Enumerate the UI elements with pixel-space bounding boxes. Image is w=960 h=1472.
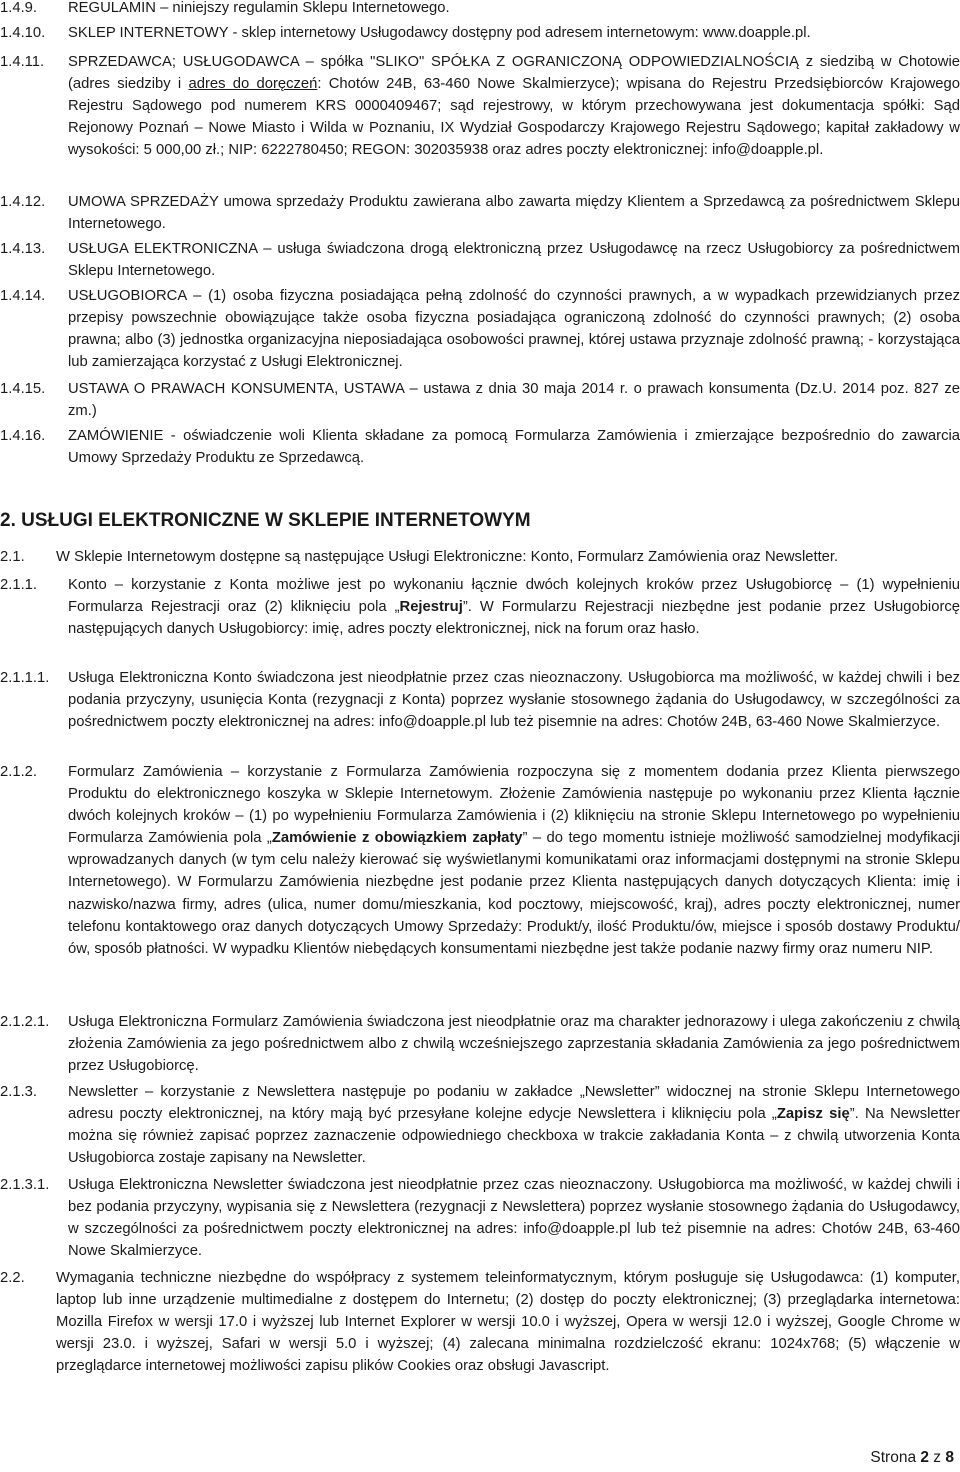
item-number: 2.1.3. bbox=[0, 1084, 38, 1100]
list-item bbox=[0, 1081, 960, 1169]
item-text: Usługa Elektroniczna Konto świadczona jest nieodpłatnie przez czas nieoznaczony. Usługobiorca ma możliwość, w każdej chwili i bez podania przyczyny, usunięcia Konta (rezygnacji z Konta) poprzez wysłanie stosownego żądania do Usługodawcy, w szczególności za pośrednictwem poczty elektronicznej na adres: info@doapple.pl lub też pisemnie na adres: Chotów 24B, 63-460 Nowe Skalmierzyce. bbox=[68, 670, 960, 731]
item-number: 2.1. bbox=[0, 549, 25, 565]
subscribe-button-label: Zapisz się bbox=[776, 1106, 850, 1123]
item-text: Formularz Zamówienia – korzystanie z Formularza Zamówienia rozpoczyna się z momentem dodania przez Klienta pierwszego Produktu do elektronicznego koszyka w Sklepie Internetowym. Złożenie Zamówienia następuje po wykonaniu przez Klienta łącznie dwóch kolejnych kroków – (1) po wypełnieniu Formularza Zamówienia i (2) kliknięciu na stronie Sklepu Internetowego po wypełnieniu Formularza Zamówienia pola „Zamówienie z obowiązkiem zapłaty” – do tego momentu istnieje możliwość samodzielnej modyfikacji wprowadzanych danych (w tym celu należy kierować się wyświetlanymi komunikatami oraz informacjami dostępnymi na stronie Sklepu Internetowego). W Formularzu Zamówienia niezbędne jest podanie przez Klienta następujących danych dotyczących Klienta: imię i nazwisko/nazwa firmy, adres (ulica, numer domu/mieszkania, kod pocztowy, miejscowość, kraj), adres poczty elektronicznej, numer telefonu kontaktowego oraz danych dotyczących Umowy Sprzedaży: Produkt/y, ilość Produktu/ów, miejsce i sposób dostawy Produktu/ów, sposób płatności. W wypadku Klientów niebędących konsumentami niezbędne jest także podanie nazwy firmy oraz numeru NIP. bbox=[68, 764, 960, 957]
item-number: 2.1.3.1. bbox=[0, 1177, 50, 1193]
item-text: USŁUGOBIORCA – (1) osoba fizyczna posiadająca pełną zdolność do czynności prawnych, a w wypadkach przewidzianych przez przepisy powszechnie obowiązujące także osoba fizyczna posiadająca ograniczoną zdolność do czynności prawnych; (2) osoba prawna; albo (3) jednostka organizacyjna nieposiadająca osobowości prawnej, której ustawa przyznaje zdolność prawną; - korzystająca lub zamierzająca korzystać z Usługi Elektronicznej. bbox=[68, 288, 960, 371]
register-button-label: Rejestruj bbox=[399, 599, 463, 616]
item-text: Usługa Elektroniczna Formularz Zamówienia świadczona jest nieodpłatnie oraz ma charakter jednorazowy i ulega zakończeniu z chwilą złożenia Zamówienia za jego pośrednictwem albo z chwilą wcześniejszego zaprzestania składania Zamówienia za jego pośrednictwem przez Usługobiorcę. bbox=[68, 1014, 960, 1075]
order-button-label: Zamówienie z obowiązkiem zapłaty bbox=[271, 830, 523, 847]
address-link[interactable]: adres do doręczeń bbox=[188, 76, 318, 93]
item-text: ZAMÓWIENIE - oświadczenie woli Klienta składane za pomocą Formularza Zamówienia i zmierzające bezpośrednio do zawarcia Umowy Sprzedaży Produktu ze Sprzedawcą. bbox=[68, 428, 960, 467]
list-item bbox=[0, 574, 960, 640]
item-text: USTAWA O PRAWACH KONSUMENTA, USTAWA – ustawa z dnia 30 maja 2014 r. o prawach konsumenta (Dz.U. 2014 poz. 827 ze zm.) bbox=[68, 381, 960, 420]
item-number: 1.4.16. bbox=[0, 428, 46, 444]
list-item bbox=[0, 285, 960, 373]
item-text: W Sklepie Internetowym dostępne są następujące Usługi Elektroniczne: Konto, Formularz Zamówienia oraz Newsletter. bbox=[56, 549, 839, 565]
item-number: 1.4.10. bbox=[0, 25, 46, 41]
item-number: 1.4.15. bbox=[0, 381, 46, 397]
list-item bbox=[0, 238, 960, 282]
item-text: SKLEP INTERNETOWY - sklep internetowy Usługodawcy dostępny pod adresem internetowym: www.doapple.pl. bbox=[68, 25, 811, 41]
item-number: 1.4.12. bbox=[0, 194, 46, 210]
item-text: REGULAMIN – niniejszy regulamin Sklepu Internetowego. bbox=[68, 0, 450, 16]
list-item bbox=[0, 546, 960, 568]
item-number: 1.4.9. bbox=[0, 0, 38, 16]
item-text: Wymagania techniczne niezbędne do współpracy z systemem teleinformatycznym, którym posługuje się Usługodawca: (1) komputer, laptop lub inne urządzenie multimedialne z dostępem do Internetu; (2) dostęp do poczty elektronicznej; (3) przeglądarka internetowa: Mozilla Firefox w wersji 17.0 i wyższej lub Internet Explorer w wersji 10.0 i wyższej, Opera w wersji 12.0 i wyższej, Google Chrome w wersji 23.0. i wyższej, Safari w wersji 5.0 i wyższej; (4) zalecana minimalna rozdzielczość ekranu: 1024x768; (5) włączenie w przeglądarce internetowej możliwości zapisu plików Cookies oraz obsługi Javascript. bbox=[56, 1270, 960, 1375]
list-item bbox=[0, 191, 960, 235]
item-number: 2.1.1. bbox=[0, 577, 38, 593]
item-number: 2.1.2.1. bbox=[0, 1014, 50, 1030]
item-number: 2.1.2. bbox=[0, 764, 38, 780]
page-counter: Strona 2 z 8 bbox=[870, 1449, 954, 1466]
item-number: 2.2. bbox=[0, 1270, 25, 1286]
item-number: 1.4.11. bbox=[0, 54, 45, 70]
list-item bbox=[0, 0, 960, 19]
list-item bbox=[0, 425, 960, 469]
list-item bbox=[0, 22, 960, 44]
item-text: Newsletter – korzystanie z Newslettera następuje po podaniu w zakładce „Newsletter” widocznej na stronie Sklepu Internetowego adresu poczty elektronicznej, na który mają być przesyłane kolejne edycje Newslettera i kliknięciu pola „Zapisz się”. Na Newsletter można się również zapisać poprzez zaznaczenie odpowiedniego checkboxa w trakcie zakładania Konta – z chwilą utworzenia Konta Usługobiorca zostaje zapisany na Newsletter. bbox=[68, 1084, 960, 1167]
item-text: Konto – korzystanie z Konta możliwe jest po wykonaniu łącznie dwóch kolejnych kroków przez Usługobiorcę – (1) wypełnieniu Formularza Rejestracji oraz (2) kliknięciu pola „Rejestruj”. W Formularzu Rejestracji niezbędne jest podanie przez Usługobiorcę następujących danych Usługobiorcy: imię, adres poczty elektronicznej, nick na forum oraz hasło. bbox=[68, 577, 960, 638]
list-item bbox=[0, 1174, 960, 1262]
list-item bbox=[0, 378, 960, 422]
list-item bbox=[0, 51, 960, 161]
item-text: SPRZEDAWCA; USŁUGODAWCA – spółka "SLIKO" SPÓŁKA Z OGRANICZONĄ ODPOWIEDZIALNOŚCIĄ z siedzibą w Chotowie (adres siedziby i adres do doręczeń: Chotów 24B, 63-460 Nowe Skalmierzyce); wpisana do Rejestru Przedsiębiorców Krajowego Rejestru Sądowego pod numerem KRS 0000409467; sąd rejestrowy, w którym przechowywana jest dokumentacja spółki: Sąd Rejonowy Poznań – Nowe Miasto i Wilda w Poznaniu, IX Wydział Gospodarczy Krajowego Rejestru Sądowego; kapitał zakładowy w wysokości: 5 000,00 zł.; NIP: 6222780450; REGON: 302035938 oraz adres poczty elektronicznej: info@doapple.pl. bbox=[68, 54, 960, 159]
list-item bbox=[0, 1011, 960, 1077]
item-number: 1.4.14. bbox=[0, 288, 46, 304]
item-number: 1.4.13. bbox=[0, 241, 46, 257]
item-text: Usługa Elektroniczna Newsletter świadczona jest nieodpłatnie przez czas nieoznaczony. Usługobiorca ma możliwość, w każdej chwili i bez podania przyczyny, wypisania się z Newslettera (rezygnacji z Newslettera) poprzez wysłanie stosownego żądania do Usługodawcy, w szczególności za pośrednictwem poczty elektronicznej na adres: info@doapple.pl lub też pisemnie na adres: Chotów 24B, 63-460 Nowe Skalmierzyce. bbox=[68, 1177, 960, 1260]
list-item bbox=[0, 1267, 960, 1377]
item-text: UMOWA SPRZEDAŻY umowa sprzedaży Produktu zawierana albo zawarta między Klientem a Sprzedawcą za pośrednictwem Sklepu Internetowego. bbox=[68, 194, 960, 233]
list-item bbox=[0, 667, 960, 733]
section-heading: 2. USŁUGI ELEKTRONICZNE W SKLEPIE INTERNETOWYM bbox=[0, 510, 531, 531]
item-text: USŁUGA ELEKTRONICZNA – usługa świadczona drogą elektroniczną przez Usługodawcę na rzecz Usługobiorcy za pośrednictwem Sklepu Internetowego. bbox=[68, 241, 960, 280]
list-item bbox=[0, 761, 960, 960]
item-number: 2.1.1.1. bbox=[0, 670, 50, 686]
